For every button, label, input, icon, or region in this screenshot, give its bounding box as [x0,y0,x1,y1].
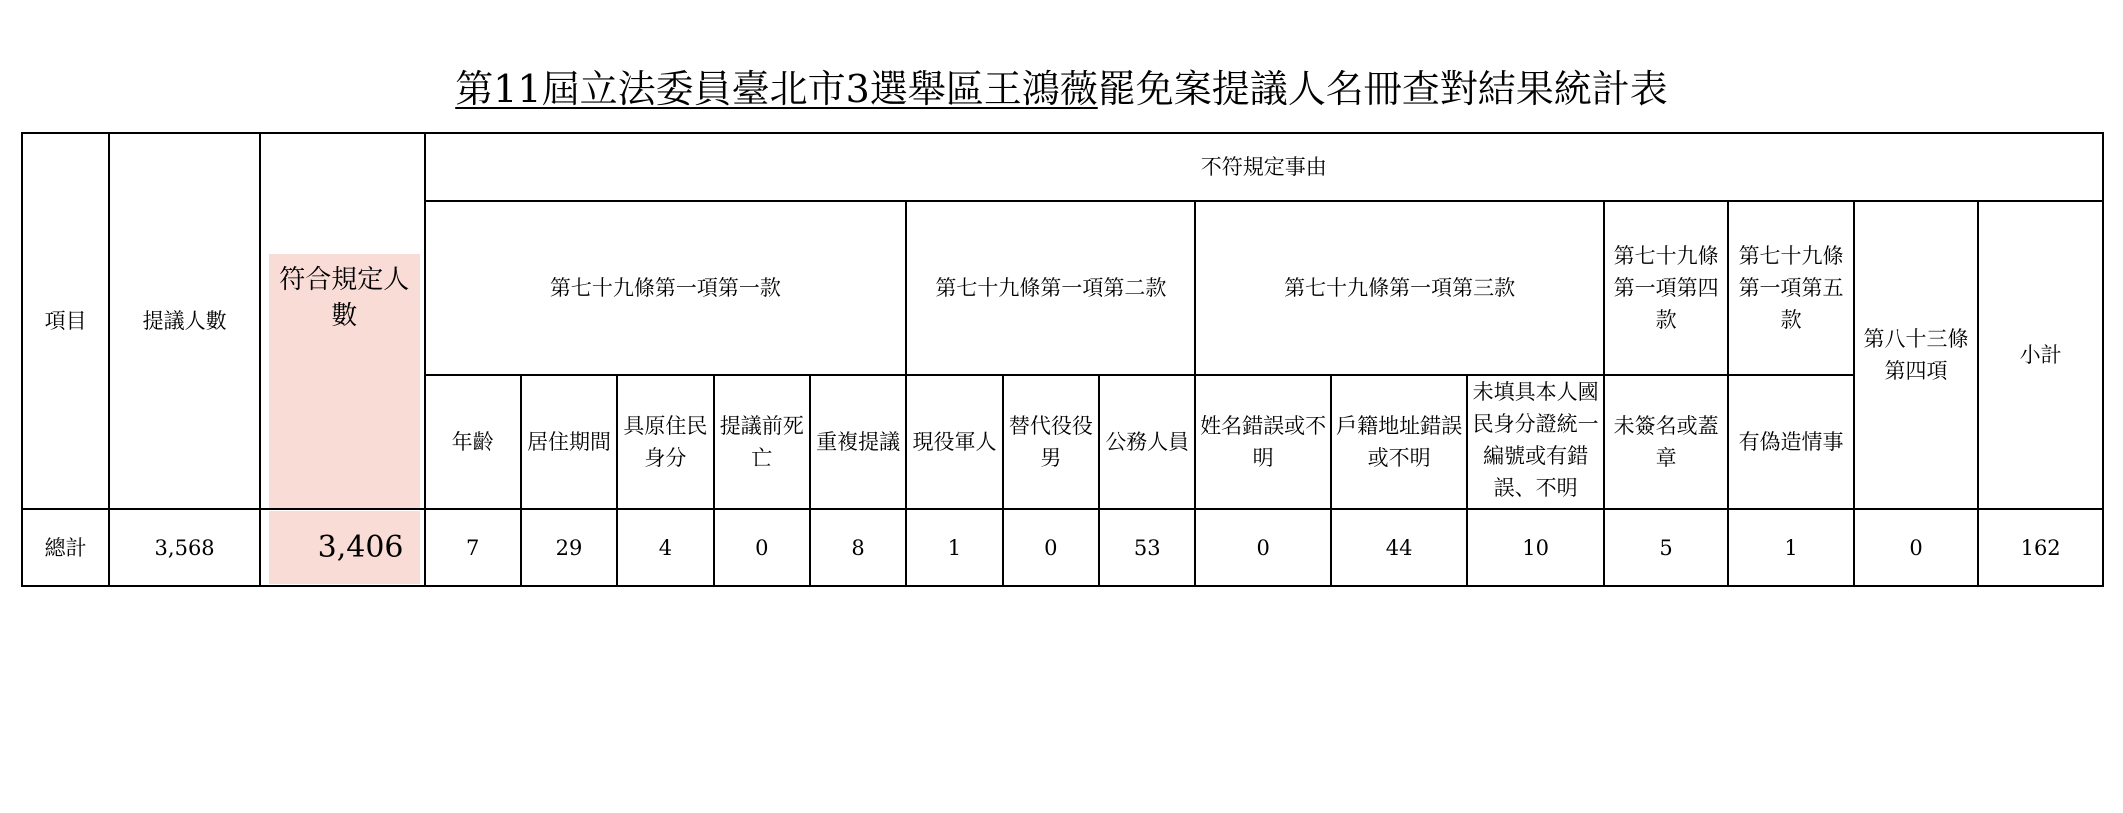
totals-civil-servant: 53 [1099,509,1195,586]
totals-duplicate: 8 [810,509,906,586]
header-art79-1-2: 第七十九條第一項第二款 [906,201,1195,375]
header-art79-1-3: 第七十九條第一項第三款 [1195,201,1604,375]
header-art79-1-5: 第七十九條第一項第五款 [1728,201,1853,375]
totals-qualified-cell [260,509,425,586]
header-deceased: 提議前死亡 [714,375,810,509]
header-art79-1-4: 第七十九條第一項第四款 [1604,201,1728,375]
header-proposers: 提議人數 [109,133,260,509]
header-alt-service: 替代役役男 [1003,375,1099,509]
header-address-error: 戶籍地址錯誤或不明 [1331,375,1468,509]
title-underlined: 第11屆立法委員臺北市3選舉區王鴻薇 [455,67,1098,111]
totals-deceased: 0 [714,509,810,586]
header-indigenous: 具原住民身分 [617,375,713,509]
header-row-1 [22,133,2103,201]
header-id-error: 未填具本人國民身分證統一編號或有錯誤、不明 [1472,380,1599,500]
totals-address-error: 44 [1331,509,1468,586]
header-unsigned: 未簽名或蓋章 [1604,375,1728,509]
totals-qualified: 3,406 [269,511,420,584]
header-military: 現役軍人 [906,375,1002,509]
header-art79-1-1: 第七十九條第一項第一款 [425,201,907,375]
totals-name-error: 0 [1195,509,1331,586]
document-title [0,64,2123,114]
totals-id-error: 10 [1467,509,1604,586]
header-item: 項目 [22,133,109,509]
totals-proposers: 3,568 [109,509,260,586]
totals-art83-4: 0 [1854,509,1978,586]
totals-indigenous: 4 [617,509,713,586]
header-age: 年齡 [425,375,521,509]
header-art83-4: 第八十三條第四項 [1854,201,1978,509]
header-qualified-cell [260,133,425,509]
totals-row [22,509,2103,586]
totals-age: 7 [425,509,521,586]
totals-label: 總計 [22,509,109,586]
header-subtotal: 小計 [1978,201,2103,509]
header-forgery: 有偽造情事 [1728,375,1853,509]
totals-military: 1 [906,509,1002,586]
header-duplicate: 重複提議 [810,375,906,509]
totals-unsigned: 5 [1604,509,1728,586]
recall-statistics-table [21,132,2104,587]
header-id-error-cell [1467,375,1604,509]
totals-alt-service: 0 [1003,509,1099,586]
header-qualified: 符合規定人數 [269,254,420,508]
totals-residence: 29 [521,509,617,586]
title-rest: 罷免案提議人名冊查對結果統計表 [1097,67,1668,111]
header-residence: 居住期間 [521,375,617,509]
totals-subtotal: 162 [1978,509,2103,586]
header-civil-servant: 公務人員 [1099,375,1195,509]
totals-forgery: 1 [1728,509,1853,586]
header-reasons: 不符規定事由 [425,133,2104,201]
header-name-error: 姓名錯誤或不明 [1195,375,1331,509]
